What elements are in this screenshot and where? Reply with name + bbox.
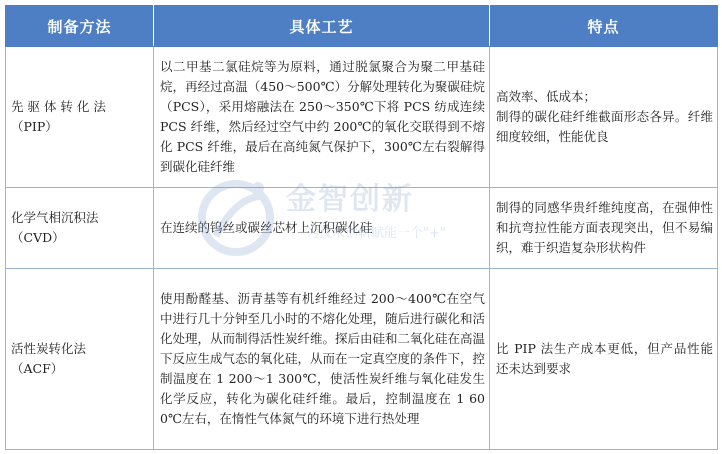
header-feature: 特点	[490, 6, 718, 47]
method-abbr: （CVD）	[11, 230, 65, 245]
header-method: 制备方法	[6, 6, 154, 47]
method-cell	[6, 47, 154, 188]
method-name: 化学气相沉积法	[11, 210, 99, 225]
header-process: 具体工艺	[154, 6, 490, 47]
method-abbr: （ACF）	[11, 361, 64, 376]
feature-line: 制得的碳化硅纤维截面形态各异。纤维细度较细，性能优良	[496, 109, 713, 144]
header-row	[6, 6, 718, 47]
table-row	[6, 188, 718, 269]
process-cell: 以二甲基二氯硅烷等为原料，通过脱氯聚合为聚二甲基硅烷，再经过高温（450～500℃）分解处理转化为聚碳硅烷（PCS），采用熔融法在 250～350℃下将 PCS 纺成连续 PCS 纤维，然后经过空气中约 200℃的氧化交联得到不熔化 PCS 纤维，最后在高纯氮气保护下，300℃左右裂解得到碳化硅纤维	[154, 47, 490, 188]
process-cell: 使用酚醛基、沥青基等有机纤维经过 200～400℃在空气中进行几十分钟至几小时的不熔化处理，随后进行碳化和活化处理，从而制得活性炭纤维。探后由硅和二氧化硅在高温下反应生成气态的氧化硅，从而在一定真空度的条件下，控制温度在 1 200～1 300℃，使活性炭纤维与氧化硅发生化学反应，转化为碳化硅纤维。最后，控制温度在 1 600℃左右，在惰性气体氮气的环境下进行热处理	[154, 269, 490, 450]
preparation-methods-table	[5, 5, 718, 450]
table-header	[6, 6, 718, 47]
watermark-text: 金智创新	[286, 182, 414, 217]
watermark-slogan: 为技术创新赋能一个"+"	[306, 226, 446, 241]
feature-line: 高效率、低成本；	[496, 89, 597, 104]
feature-cell	[490, 47, 718, 188]
process-cell: 在连续的钨丝或碳丝芯材上沉积碳化硅	[154, 188, 490, 269]
method-abbr: （PIP）	[11, 119, 58, 134]
method-name: 活性炭转化法	[11, 341, 87, 356]
feature-cell: 比 PIP 法生产成本更低，但产品性能还未达到要求	[490, 269, 718, 450]
method-name: 先 驱 体 转 化 法	[11, 99, 106, 114]
table-body	[6, 47, 718, 450]
table-row	[6, 47, 718, 188]
table-row	[6, 269, 718, 450]
method-cell	[6, 269, 154, 450]
method-cell	[6, 188, 154, 269]
feature-cell: 制得的同感华贵纤维纯度高，在强伸性和抗弯拉性能方面表现突出，但不易编织，难于织造复杂形状构件	[490, 188, 718, 269]
